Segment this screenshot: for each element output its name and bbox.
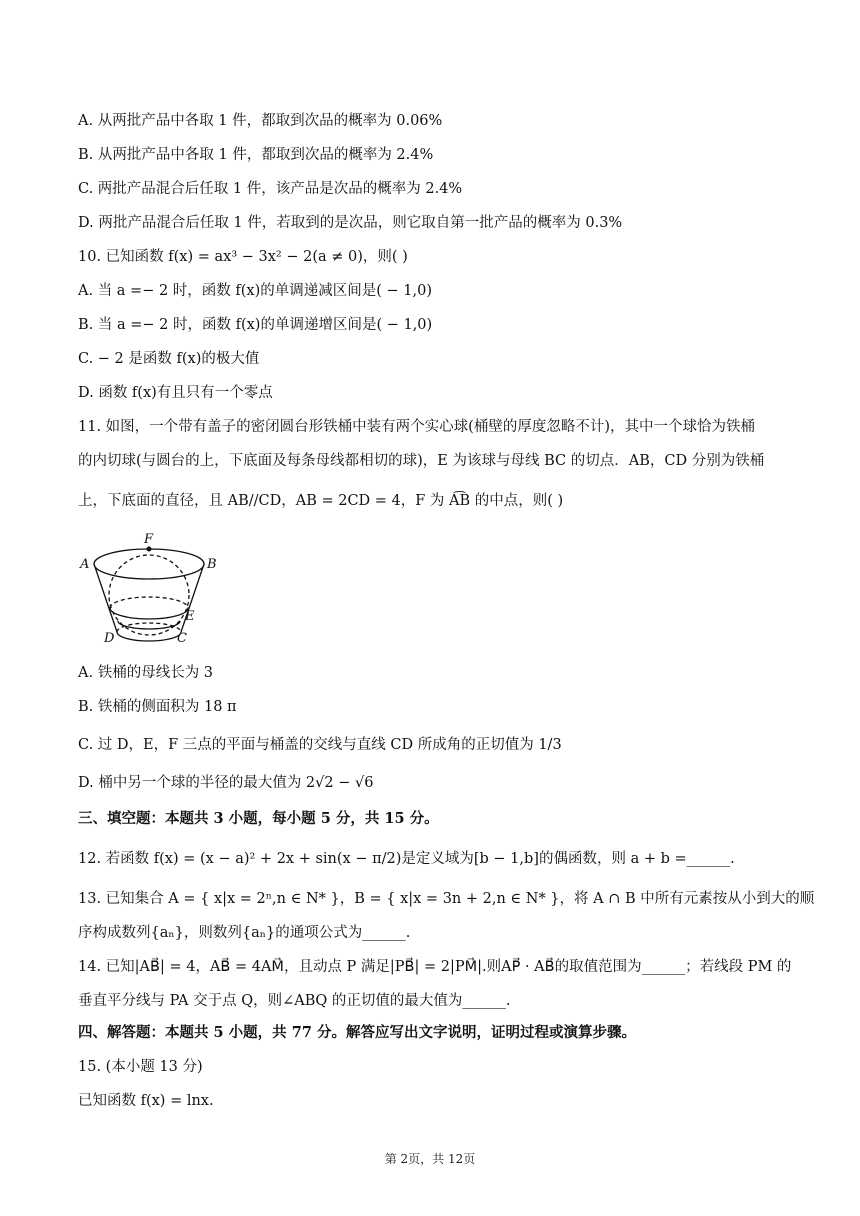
q9-option-a: A. 从两批产品中各取 1 件，都取到次品的概率为 0.06% xyxy=(78,113,443,129)
q10-stem: 10. 已知函数 f(x) = ax³ − 3x² − 2(a ≠ 0)，则( ) xyxy=(78,249,408,265)
label-f: F xyxy=(144,532,154,547)
q15-stem: 已知函数 f(x) = lnx. xyxy=(78,1093,214,1109)
q11-stem-line2: 的内切球(与圆台的上，下底面及每条母线都相切的球)，E 为该球与母线 BC 的切点．AB，CD 分别为铁桶 xyxy=(78,453,765,469)
label-d: D xyxy=(104,631,115,646)
bucket-figure xyxy=(74,528,224,650)
label-c: C xyxy=(177,631,187,646)
q14-stem-line2: 垂直平分线与 PA 交于点 Q，则∠ABQ 的正切值的最大值为______. xyxy=(78,993,511,1009)
bottom-base-front xyxy=(117,632,181,641)
q10-option-a: A. 当 a =− 2 时，函数 f(x)的单调递减区间是( − 1,0) xyxy=(78,283,433,299)
q11-stem-line3: 上，下底面的直径，且 AB//CD，AB = 2CD = 4，F 为 A͡B 的中点，则( ) xyxy=(78,493,564,509)
top-base-ellipse xyxy=(94,549,204,579)
q9-option-d: D. 两批产品混合后任取 1 件，若取到的是次品，则它取自第一批产品的概率为 0.3% xyxy=(78,215,623,231)
q10-option-b: B. 当 a =− 2 时，函数 f(x)的单调递增区间是( − 1,0) xyxy=(78,317,433,333)
q11-option-b: B. 铁桶的侧面积为 18 π xyxy=(78,699,237,715)
q15-title: 15. (本小题 13 分) xyxy=(78,1059,203,1075)
generatrix-ad xyxy=(94,564,117,632)
label-b: B xyxy=(207,557,217,572)
q13-stem-line2: 序构成数列{aₙ}，则数列{aₙ}的通项公式为______. xyxy=(78,925,411,941)
q10-option-d: D. 函数 f(x)有且只有一个零点 xyxy=(78,385,273,401)
q10-option-c: C. − 2 是函数 f(x)的极大值 xyxy=(78,351,260,367)
tangent-circle-front xyxy=(110,608,188,619)
q14-stem-line1: 14. 已知|AB⃗| = 4，AB⃗ = 4AM⃗，且动点 P 满足|PB⃗| = 2|PM⃗|.则AP⃗ · AB⃗的取值范围为______；若线段 PM 的 xyxy=(78,959,792,975)
q13-stem-line1: 13. 已知集合 A = { x|x = 2ⁿ,n ∈ N* }，B = { x|x = 3n + 2,n ∈ N* }，将 A ∩ B 中所有元素按从小到大的顺 xyxy=(78,891,815,907)
point-f xyxy=(147,547,152,552)
q12-stem: 12. 若函数 f(x) = (x − a)² + 2x + sin(x − π/2)是定义域为[b − 1,b]的偶函数，则 a + b =______. xyxy=(78,851,735,867)
label-a: A xyxy=(80,557,90,572)
inscribed-sphere xyxy=(109,555,189,635)
q11-option-d: D. 桶中另一个球的半径的最大值为 2√2 − √6 xyxy=(78,775,374,791)
q9-option-b: B. 从两批产品中各取 1 件，都取到次品的概率为 2.4% xyxy=(78,147,434,163)
q11-option-a: A. 铁桶的母线长为 3 xyxy=(78,665,214,681)
section-solutions-heading: 四、解答题：本题共 5 小题，共 77 分。解答应写出文字说明，证明过程或演算步骤。 xyxy=(78,1024,636,1041)
q11-option-c: C. 过 D，E，F 三点的平面与桶盖的交线与直线 CD 所成角的正切值为 1/3 xyxy=(78,737,562,753)
section-fill-in-heading: 三、填空题：本题共 3 小题，每小题 5 分，共 15 分。 xyxy=(78,810,439,827)
tangent-circle-back xyxy=(110,597,188,608)
q9-option-c: C. 两批产品混合后任取 1 件，该产品是次品的概率为 2.4% xyxy=(78,181,463,197)
q11-stem-line1: 11. 如图，一个带有盖子的密闭圆台形铁桶中装有两个实心球(桶壁的厚度忽略不计)，其中一个球恰为铁桶 xyxy=(78,419,755,435)
label-e: E xyxy=(185,609,195,624)
page-footer: 第 2页，共 12页 xyxy=(384,1152,476,1166)
